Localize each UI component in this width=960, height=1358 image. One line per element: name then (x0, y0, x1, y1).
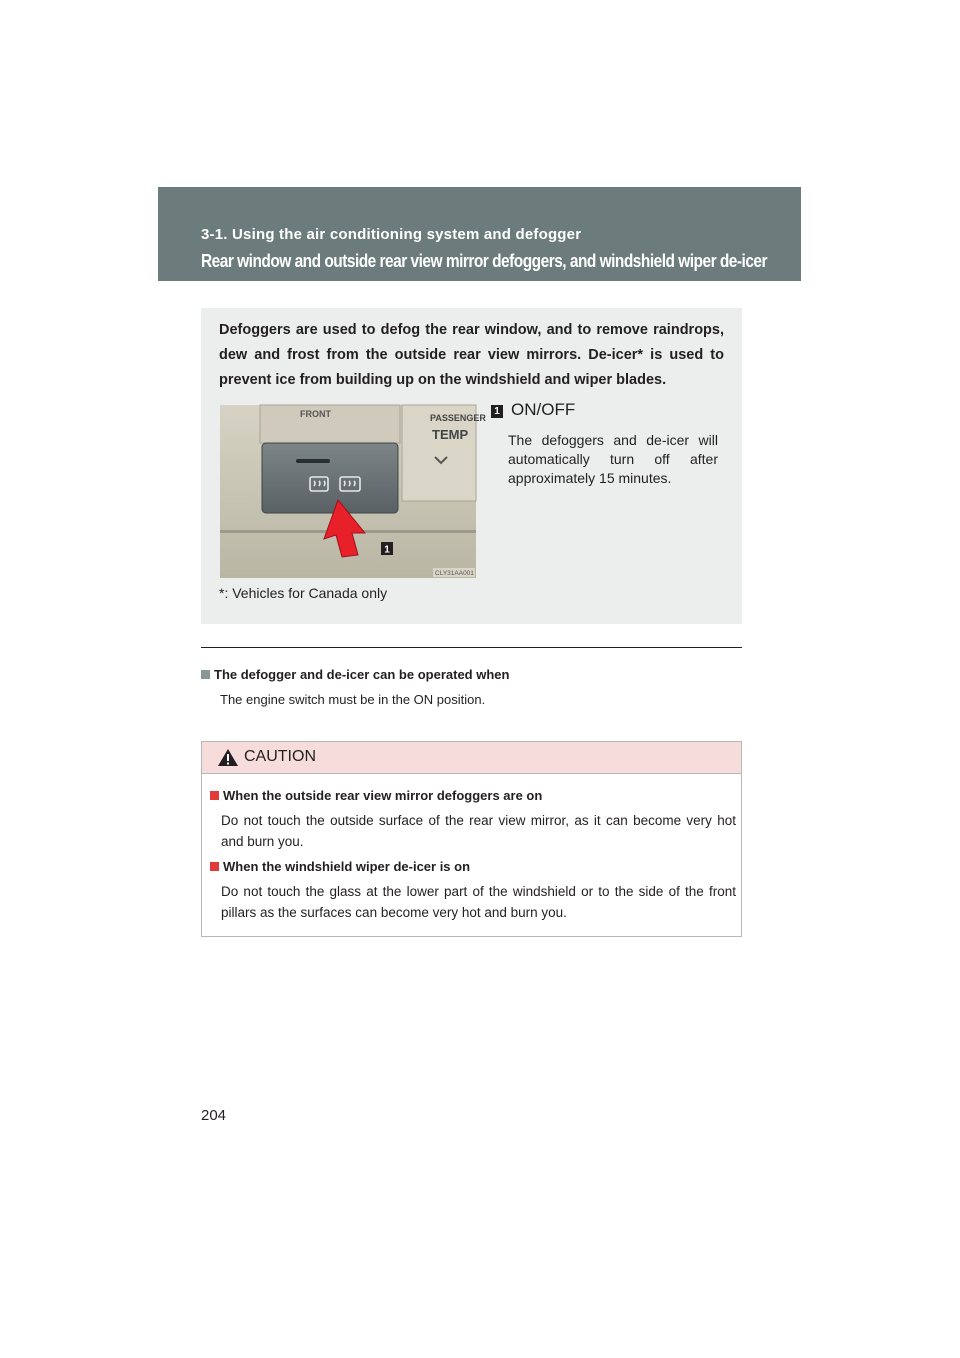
panel-label-passenger: PASSENGER (430, 413, 486, 423)
bullet-square-icon (210, 862, 219, 871)
warning-triangle-icon (217, 748, 239, 767)
footnote: *: Vehicles for Canada only (219, 585, 388, 601)
note-heading-text: The defogger and de-icer can be operated when (214, 667, 510, 682)
legend-label: ON/OFF (511, 400, 576, 419)
defogger-switch-photo (220, 405, 486, 578)
intro-box (201, 308, 742, 624)
legend-number: 1 (491, 405, 503, 418)
bullet-square-icon (201, 670, 210, 679)
caution-item-heading (210, 859, 470, 874)
note-body: The engine switch must be in the ON position. (220, 692, 486, 707)
panel-label-front: FRONT (300, 409, 331, 419)
section-header (158, 187, 801, 281)
caution-box (201, 741, 742, 937)
caution-item-heading-text: When the windshield wiper de-icer is on (223, 859, 471, 874)
caution-item-body: Do not touch the outside surface of the rear view mirror, as it can become very hot and burn you. (221, 813, 736, 849)
divider (201, 647, 742, 648)
caution-item-body: Do not touch the glass at the lower part of the windshield or to the side of the front pillars as the surfaces can become very hot and burn you. (221, 884, 736, 920)
page-number: 204 (201, 1107, 227, 1124)
caution-title: CAUTION (244, 748, 316, 765)
panel-label-temp: TEMP (432, 427, 469, 442)
legend-description: The defoggers and de-icer will automatically turn off after approximately 15 minutes. (508, 432, 718, 486)
caution-header (202, 742, 741, 774)
page-title: Rear window and outside rear view mirror defoggers, and windshield wiper de-icer (201, 251, 768, 271)
caution-item-heading (210, 788, 542, 803)
caution-item-heading-text: When the outside rear view mirror defoggers are on (223, 788, 543, 803)
note-heading (201, 667, 509, 682)
callout-number: 1 (384, 544, 390, 556)
intro-text: Defoggers are used to defog the rear window, and to remove raindrops, dew and frost from the outside rear view mirrors. De-icer* is used to prevent ice from building up on the windshield and wiper blades. (219, 322, 724, 388)
image-code: CLY31AA001 (435, 570, 474, 577)
bullet-square-icon (210, 791, 219, 800)
section-title: 3-1. Using the air conditioning system and defogger (201, 226, 582, 243)
